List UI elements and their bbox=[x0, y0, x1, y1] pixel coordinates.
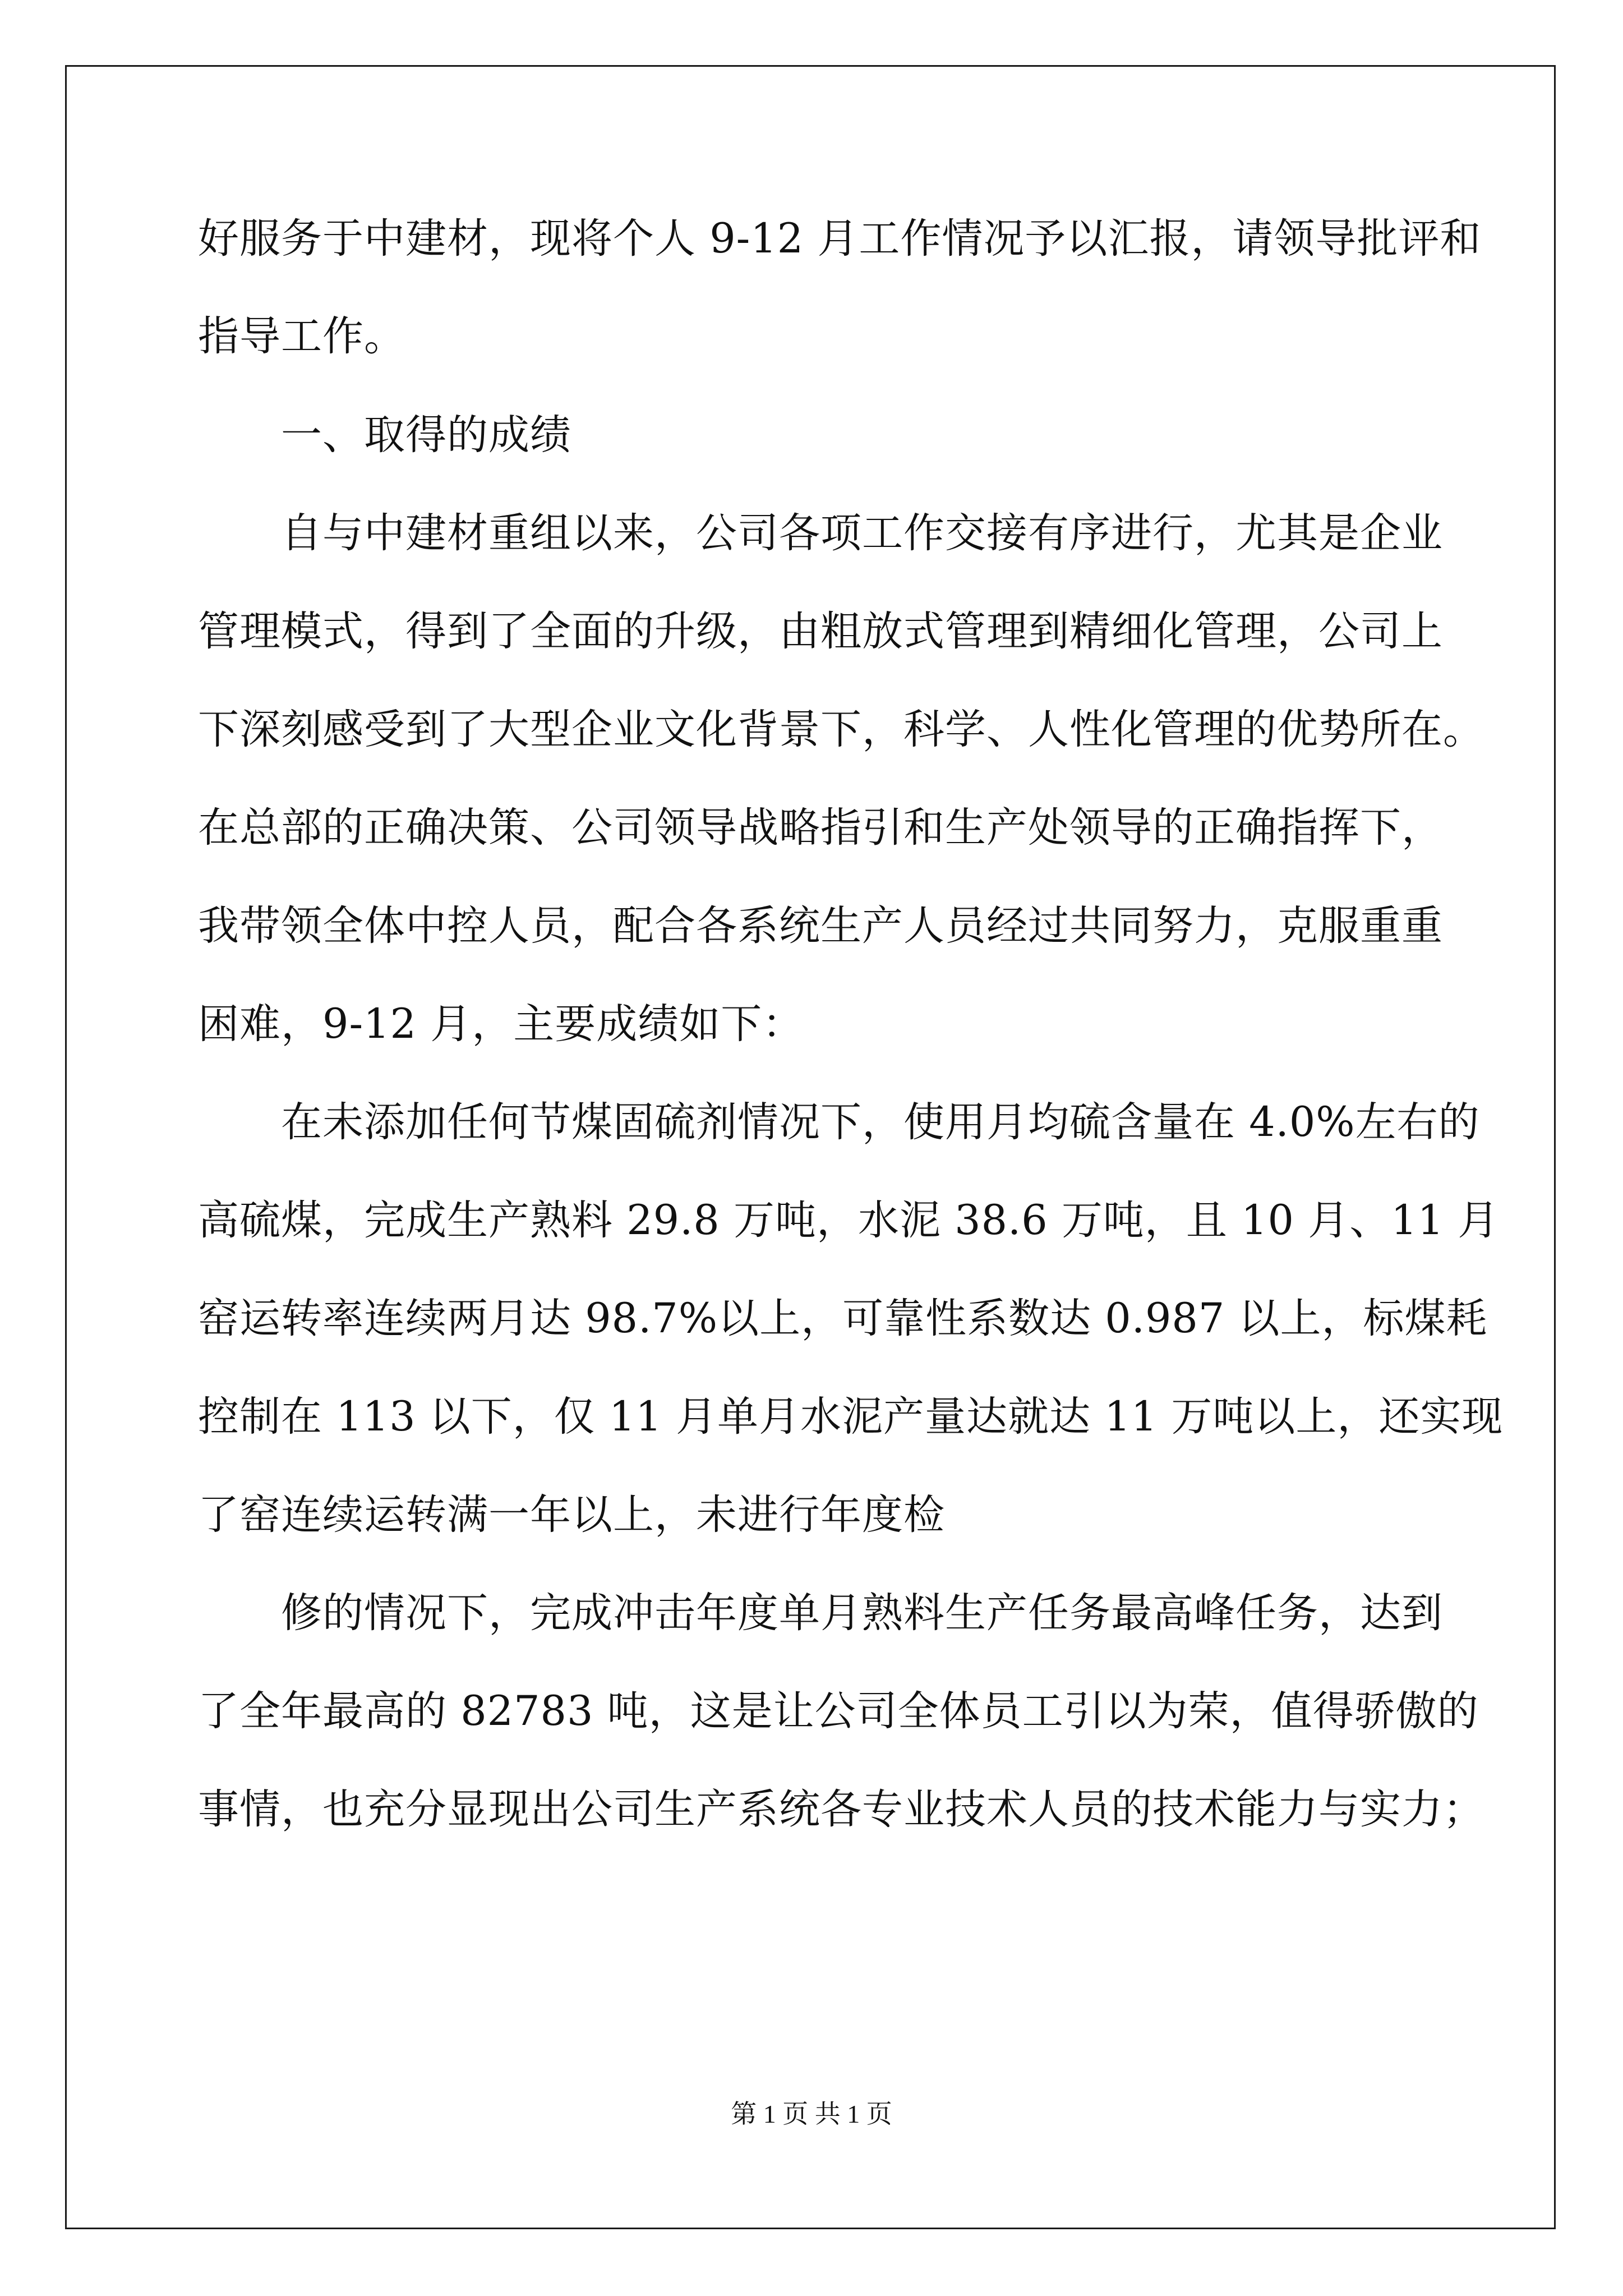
text-line: 事情，也充分显现出公司生产系统各专业技术人员的技术能力与实力； bbox=[198, 1786, 1484, 1833]
text-line: 了全年最高的 82783 吨，这是让公司全体员工引以为荣，值得骄傲的 bbox=[198, 1687, 1479, 1735]
text-line: 了窑连续运转满一年以上，未进行年度检 bbox=[198, 1491, 945, 1539]
section-heading: 一、取得的成绩 bbox=[281, 411, 571, 459]
text-line: 管理模式，得到了全面的升级，由粗放式管理到精细化管理，公司上 bbox=[198, 608, 1443, 655]
text-line: 我带领全体中控人员，配合各系统生产人员经过共同努力，克服重重 bbox=[198, 902, 1443, 950]
text-line: 在总部的正确决策、公司领导战略指引和生产处领导的正确指挥下， bbox=[198, 804, 1443, 852]
text-line: 好服务于中建材，现将个人 9-12 月工作情况予以汇报，请领导批评和 bbox=[198, 215, 1482, 263]
text-line: 在未添加任何节煤固硫剂情况下，使用月均硫含量在 4.0%左右的 bbox=[281, 1098, 1480, 1146]
text-line: 指导工作。 bbox=[198, 312, 405, 360]
text-line: 控制在 113 以下，仅 11 月单月水泥产量达就达 11 万吨以上，还实现 bbox=[198, 1393, 1504, 1441]
text-line: 高硫煤，完成生产熟料 29.8 万吨，水泥 38.6 万吨，且 10 月、11 月 bbox=[198, 1197, 1500, 1244]
text-line: 窑运转率连续两月达 98.7%以上，可靠性系数达 0.987 以上，标煤耗 bbox=[198, 1295, 1488, 1342]
page-number-footer: 第 1 页 共 1 页 bbox=[731, 2100, 892, 2128]
text-line: 自与中建材重组以来，公司各项工作交接有序进行，尤其是企业 bbox=[281, 509, 1443, 557]
text-line: 下深刻感受到了大型企业文化背景下，科学、人性化管理的优势所在。 bbox=[198, 706, 1484, 753]
text-line: 困难，9-12 月，主要成绩如下： bbox=[198, 1000, 804, 1048]
text-line: 修的情况下，完成冲击年度单月熟料生产任务最高峰任务，达到 bbox=[281, 1589, 1443, 1637]
